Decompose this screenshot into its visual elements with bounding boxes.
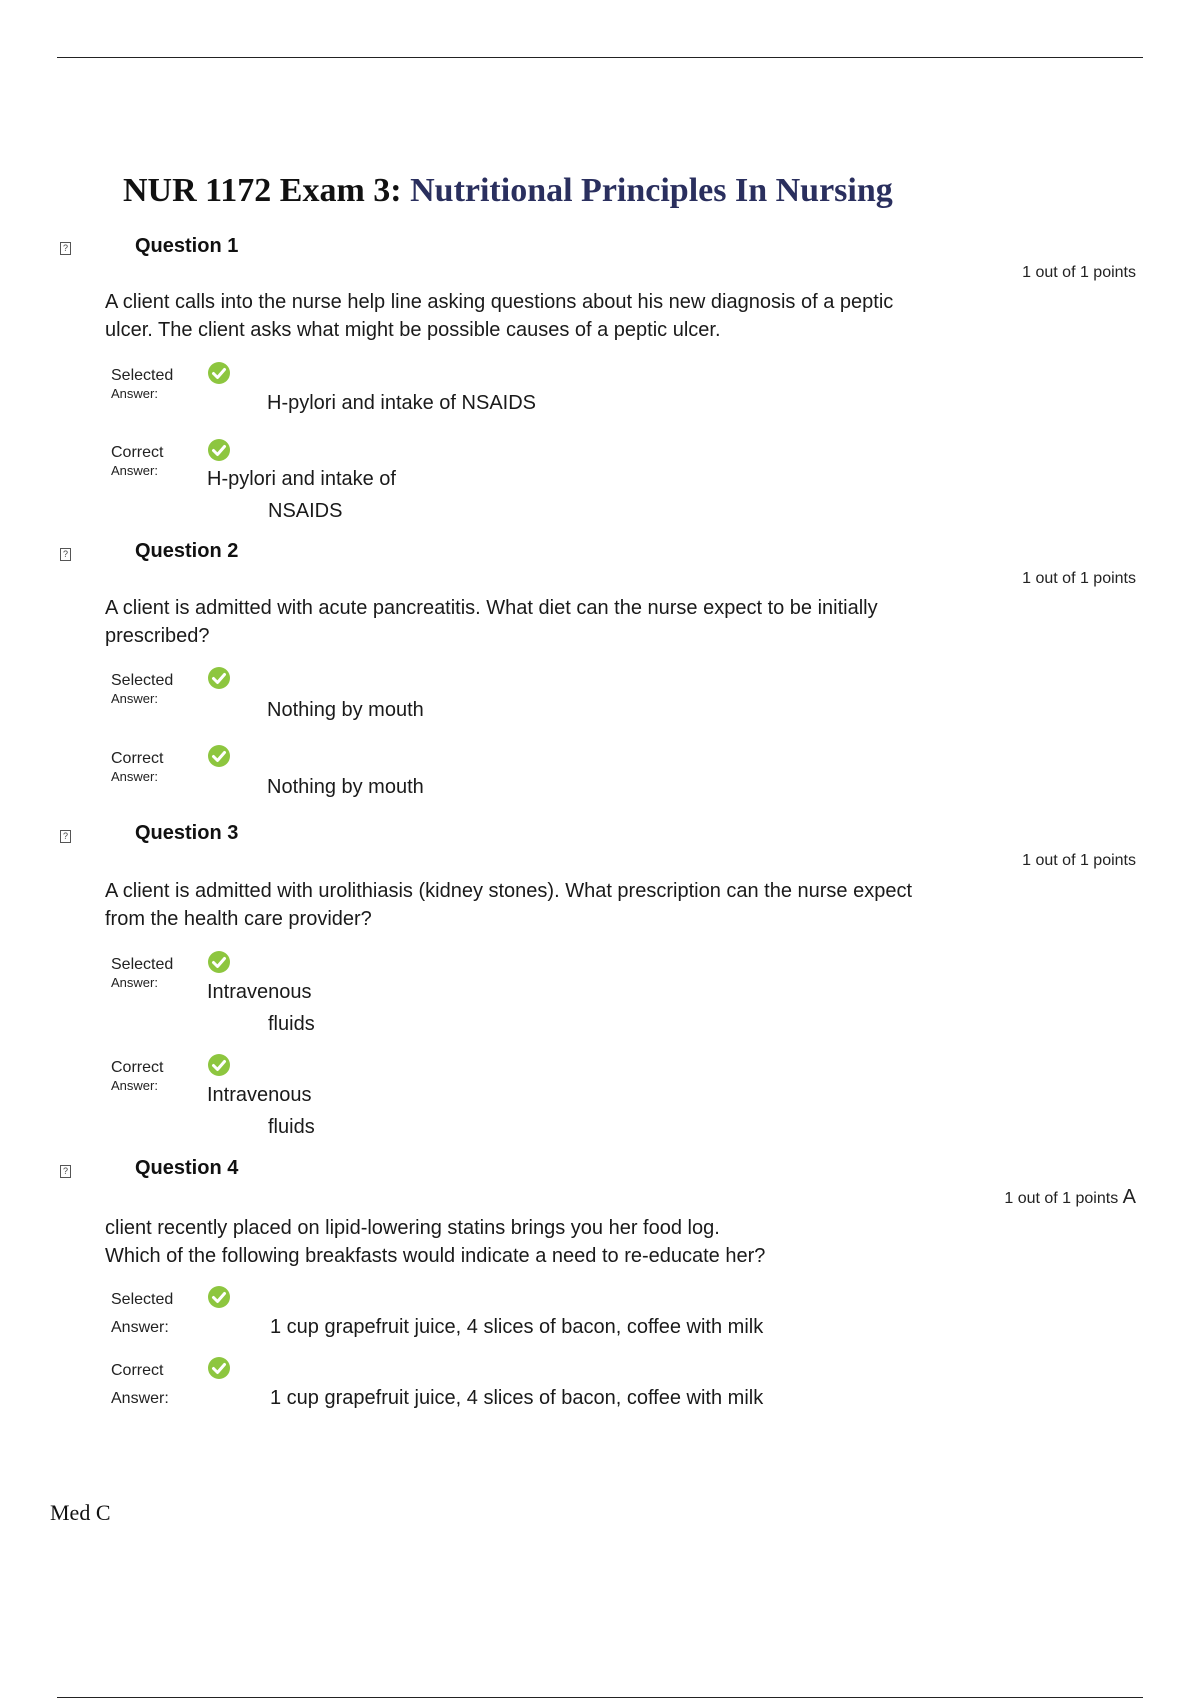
- question-text: [105, 288, 1025, 344]
- question-label: Question 2: [135, 540, 239, 562]
- question-text-line: A client calls into the nurse help line asking questions about his new diagnosis of a peptic: [105, 291, 894, 313]
- question-label: Question 4: [135, 1157, 239, 1179]
- check-icon: [208, 1286, 230, 1308]
- check-icon: [208, 1357, 230, 1379]
- correct-answer-label: Correct Answer:: [111, 1362, 169, 1407]
- selected-answer-label: Selected Answer:: [111, 1291, 174, 1336]
- question-text: [105, 877, 1025, 933]
- question-text-line: from the health care provider?: [105, 908, 372, 930]
- correct-answer-value: H-pylori and intake of NSAIDS: [207, 468, 396, 522]
- check-icon: [208, 1054, 230, 1076]
- bottom-rule: [57, 1697, 1143, 1698]
- top-rule: [57, 57, 1143, 58]
- selected-answer-label: Selected Answer:: [111, 672, 174, 706]
- check-icon: [208, 667, 230, 689]
- correct-answer-label: Correct Answer:: [111, 444, 164, 478]
- correct-answer-label: Correct Answer:: [111, 750, 164, 784]
- correct-answer-value: Intravenous fluids: [207, 1084, 315, 1138]
- correct-answer-value: Nothing by mouth: [267, 776, 424, 798]
- question-label: Question 1: [135, 235, 239, 257]
- question-text: [105, 594, 1025, 650]
- selected-answer-value: Intravenous fluids: [207, 981, 315, 1035]
- question-points: 1 out of 1 points: [1022, 570, 1136, 587]
- question-points: 1 out of 1 points A: [1004, 1186, 1136, 1208]
- check-icon: [208, 362, 230, 384]
- question-text-line: prescribed?: [105, 625, 210, 647]
- question-text-line: client recently placed on lipid-lowering statins brings you her food log.: [105, 1217, 720, 1239]
- footer-watermark: Med C: [50, 1500, 111, 1525]
- title-topic: Nutritional Principles In Nursing: [410, 172, 893, 209]
- question-status-icon: ?: [60, 830, 71, 843]
- question-points: 1 out of 1 points: [1022, 852, 1136, 869]
- check-icon: [208, 745, 230, 767]
- question-status-icon: ?: [60, 1165, 71, 1178]
- question-text-line: Which of the following breakfasts would indicate a need to re-educate her?: [105, 1245, 766, 1267]
- selected-answer-value: Nothing by mouth: [267, 699, 424, 721]
- selected-answer-value: 1 cup grapefruit juice, 4 slices of bacon, coffee with milk: [270, 1316, 764, 1338]
- selected-answer-label: Selected Answer:: [111, 956, 174, 990]
- question-text: [105, 1214, 1025, 1270]
- points-trailing-text: A: [1122, 1186, 1136, 1208]
- selected-answer-value: H-pylori and intake of NSAIDS: [267, 392, 537, 414]
- question-status-icon: ?: [60, 242, 71, 255]
- page-title: [123, 172, 893, 210]
- question-label: Question 3: [135, 822, 239, 844]
- check-icon: [208, 439, 230, 461]
- question-points: 1 out of 1 points: [1022, 264, 1136, 281]
- question-status-icon: ?: [60, 548, 71, 561]
- title-course-code: NUR 1172 Exam 3:: [123, 172, 411, 209]
- question-text-line: A client is admitted with acute pancreatitis. What diet can the nurse expect to be initially: [105, 597, 878, 619]
- correct-answer-value: 1 cup grapefruit juice, 4 slices of bacon, coffee with milk: [270, 1387, 764, 1409]
- selected-answer-label: Selected Answer:: [111, 367, 174, 401]
- question-text-line: ulcer. The client asks what might be possible causes of a peptic ulcer.: [105, 319, 721, 341]
- correct-answer-label: Correct Answer:: [111, 1059, 164, 1093]
- check-icon: [208, 951, 230, 973]
- question-text-line: A client is admitted with urolithiasis (kidney stones). What prescription can the nurse expect: [105, 880, 913, 902]
